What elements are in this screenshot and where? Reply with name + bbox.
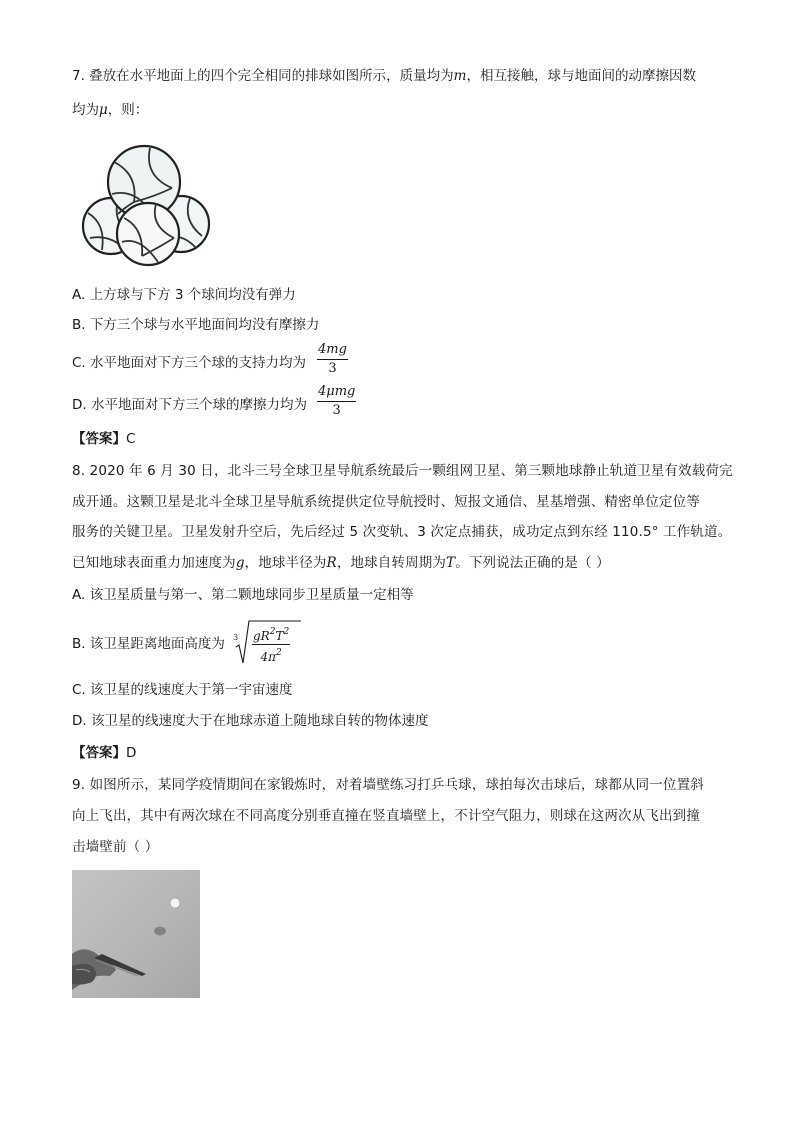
q7-option-d-fraction: 4μmg 3 <box>318 384 356 418</box>
q9-stem-line2: 向上飞出，其中有两次球在不同高度分别垂直撞在竖直墙壁上，不计空气阻力，则球在这两次从飞出到撞 <box>72 808 700 824</box>
q8-option-b-cube-root: 3 $gR^2T^2$ $4\pi^2$ <box>233 619 303 665</box>
q7-option-d: D. 水平地面对下方三个球的摩擦力均为 <box>72 397 307 413</box>
q8-stem-line1: 8. 2020 年 6 月 30 日，北斗三号全球卫星导航系统最后一颗组网卫星、第三颗地球静止轨道卫星有效载荷完 <box>72 463 733 479</box>
q7-stem-line2: 均为μ，则： <box>72 102 149 118</box>
q8-option-d: D. 该卫星的线速度大于在地球赤道上随地球自转的物体速度 <box>72 713 429 729</box>
q7-option-c: C. 水平地面对下方三个球的支持力均为 <box>72 355 307 371</box>
q8-option-a: A. 该卫星质量与第一、第二颗地球同步卫星质量一定相等 <box>72 587 414 603</box>
q9-stem-line1: 9. 如图所示，某同学疫情期间在家锻炼时，对着墙壁练习打乒乓球，球拍每次击球后，球都从同一位置斜 <box>72 777 704 793</box>
q7-stem-line1: 7. 叠放在水平地面上的四个完全相同的排球如图所示，质量均为m，相互接触，球与地面间的动摩擦因数 <box>72 68 696 84</box>
q8-option-b: B. 该卫星距离地面高度为 <box>72 636 225 652</box>
volleyball-stack-figure <box>78 138 213 268</box>
q8-option-c: C. 该卫星的线速度大于第一宇宙速度 <box>72 682 293 698</box>
q7-option-b: B. 下方三个球与水平地面间均没有摩擦力 <box>72 317 320 333</box>
q8-stem-line2: 成开通。这颗卫星是北斗全球卫星导航系统提供定位导航授时、短报文通信、星基增强、精密单位定位等 <box>72 494 700 510</box>
ping-pong-photo-figure <box>72 870 200 998</box>
q9-stem-line3: 击墙壁前（ ） <box>72 839 159 855</box>
q8-answer: 【答案】D <box>72 745 137 761</box>
q7-answer: 【答案】C <box>72 431 136 447</box>
q8-stem-line4: 已知地球表面重力加速度为g，地球半径为R，地球自转周期为T。下列说法正确的是（ ） <box>72 555 610 571</box>
q7-option-c-fraction: 4mg 3 <box>318 342 347 376</box>
q7-option-a: A. 上方球与下方 3 个球间均没有弹力 <box>72 287 296 303</box>
q8-stem-line3: 服务的关键卫星。卫星发射升空后，先后经过 5 次变轨、3 次定点捕获，成功定点到东经 110.5° 工作轨道。 <box>72 524 732 540</box>
